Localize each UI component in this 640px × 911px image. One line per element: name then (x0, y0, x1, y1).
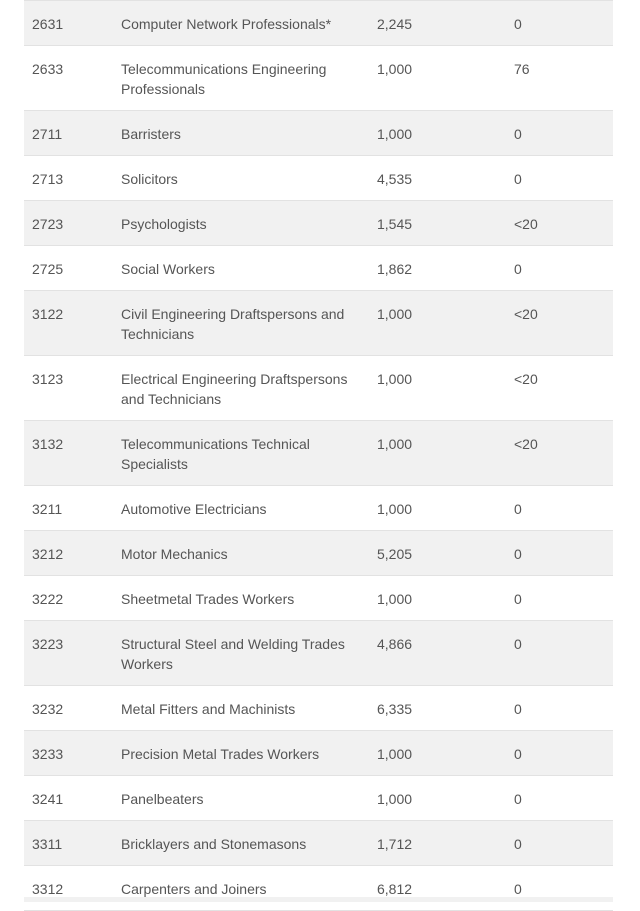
occupation-code: 3312 (32, 881, 64, 897)
occupation-code: 3123 (32, 371, 64, 387)
occupation-code: 3232 (32, 701, 64, 717)
occupation-name: Psychologists (121, 216, 207, 232)
occupation-code: 3233 (32, 746, 64, 762)
table-row (24, 156, 613, 201)
occupation-code: 3222 (32, 591, 64, 607)
occupation-code: 2631 (32, 16, 64, 32)
table-row (24, 821, 613, 866)
occupation-name: Automotive Electricians (121, 501, 267, 517)
occupation-invitations: 76 (514, 61, 530, 77)
occupation-invitations: 0 (514, 636, 522, 652)
occupation-ceiling: 4,535 (377, 171, 413, 187)
occupation-code: 3212 (32, 546, 64, 562)
occupation-code: 3241 (32, 791, 64, 807)
occupation-name: Social Workers (121, 261, 215, 277)
table-row (24, 201, 613, 246)
occupation-ceiling: 1,000 (377, 61, 413, 77)
occupation-invitations: <20 (514, 216, 538, 232)
occupation-ceiling: 1,000 (377, 746, 413, 762)
table-row (24, 356, 613, 421)
next-row-edge (24, 897, 613, 902)
occupation-code: 3311 (32, 836, 63, 852)
occupation-name: Solicitors (121, 171, 178, 187)
occupation-name: Barristers (121, 126, 181, 142)
occupation-invitations: 0 (514, 261, 522, 277)
occupation-code: 3223 (32, 636, 64, 652)
occupation-ceiling: 1,712 (377, 836, 413, 852)
occupation-invitations: 0 (514, 591, 522, 607)
occupation-invitations: 0 (514, 746, 522, 762)
occupation-ceiling: 1,000 (377, 436, 413, 452)
occupation-ceiling: 1,000 (377, 791, 413, 807)
table-row (24, 531, 613, 576)
occupation-name: Motor Mechanics (121, 546, 228, 562)
occupation-ceiling: 1,862 (377, 261, 413, 277)
occupation-code: 2723 (32, 216, 64, 232)
occupation-invitations: 0 (514, 501, 522, 517)
occupation-ceiling: 1,545 (377, 216, 413, 232)
table-row (24, 0, 613, 46)
occupation-ceiling: 1,000 (377, 306, 413, 322)
table-row (24, 291, 613, 356)
occupation-ceiling: 1,000 (377, 371, 413, 387)
occupation-invitations: 0 (514, 126, 522, 142)
occupation-table (24, 0, 613, 911)
table-row (24, 776, 613, 821)
occupation-ceiling: 1,000 (377, 591, 413, 607)
occupation-ceiling: 1,000 (377, 501, 413, 517)
occupation-invitations: 0 (514, 836, 522, 852)
table-row (24, 621, 613, 686)
occupation-name: Metal Fitters and Machinists (121, 701, 296, 717)
occupation-name: Precision Metal Trades Workers (121, 746, 320, 762)
occupation-invitations: 0 (514, 881, 522, 897)
occupation-ceiling: 6,812 (377, 881, 413, 897)
occupation-name: Bricklayers and Stonemasons (121, 836, 307, 852)
occupation-name: Electrical Engineering Draftspersons and Technicians (121, 371, 348, 407)
table-row (24, 421, 613, 486)
occupation-invitations: <20 (514, 306, 538, 322)
table-row (24, 111, 613, 156)
occupation-code: 3122 (32, 306, 64, 322)
occupation-name: Computer Network Professionals* (121, 16, 332, 32)
occupation-ceiling: 4,866 (377, 636, 413, 652)
occupation-invitations: <20 (514, 436, 538, 452)
table-row (24, 731, 613, 776)
occupation-name: Telecommunications Engineering Professionals (121, 61, 327, 97)
occupation-invitations: 0 (514, 171, 522, 187)
occupation-name: Structural Steel and Welding Trades Workers (121, 636, 345, 672)
occupation-code: 3132 (32, 436, 64, 452)
occupation-invitations: 0 (514, 546, 522, 562)
table-row (24, 46, 613, 111)
table-row (24, 486, 613, 531)
occupation-name: Civil Engineering Draftspersons and Technicians (121, 306, 345, 342)
table-row (24, 686, 613, 731)
occupation-ceiling: 1,000 (377, 126, 413, 142)
occupation-name: Panelbeaters (121, 791, 204, 807)
occupation-ceiling: 5,205 (377, 546, 413, 562)
occupation-name: Sheetmetal Trades Workers (121, 591, 295, 607)
occupation-code: 3211 (32, 501, 63, 517)
occupation-invitations: 0 (514, 791, 522, 807)
occupation-name: Carpenters and Joiners (121, 881, 267, 897)
occupation-ceiling: 2,245 (377, 16, 413, 32)
occupation-name: Telecommunications Technical Specialists (121, 436, 310, 472)
occupation-ceiling: 6,335 (377, 701, 413, 717)
occupation-invitations: <20 (514, 371, 538, 387)
table-row (24, 246, 613, 291)
occupation-invitations: 0 (514, 16, 522, 32)
occupation-code: 2713 (32, 171, 64, 187)
table-row (24, 576, 613, 621)
occupation-code: 2711 (32, 126, 63, 142)
occupation-invitations: 0 (514, 701, 522, 717)
occupation-code: 2633 (32, 61, 64, 77)
table-row (24, 866, 613, 911)
occupation-code: 2725 (32, 261, 64, 277)
